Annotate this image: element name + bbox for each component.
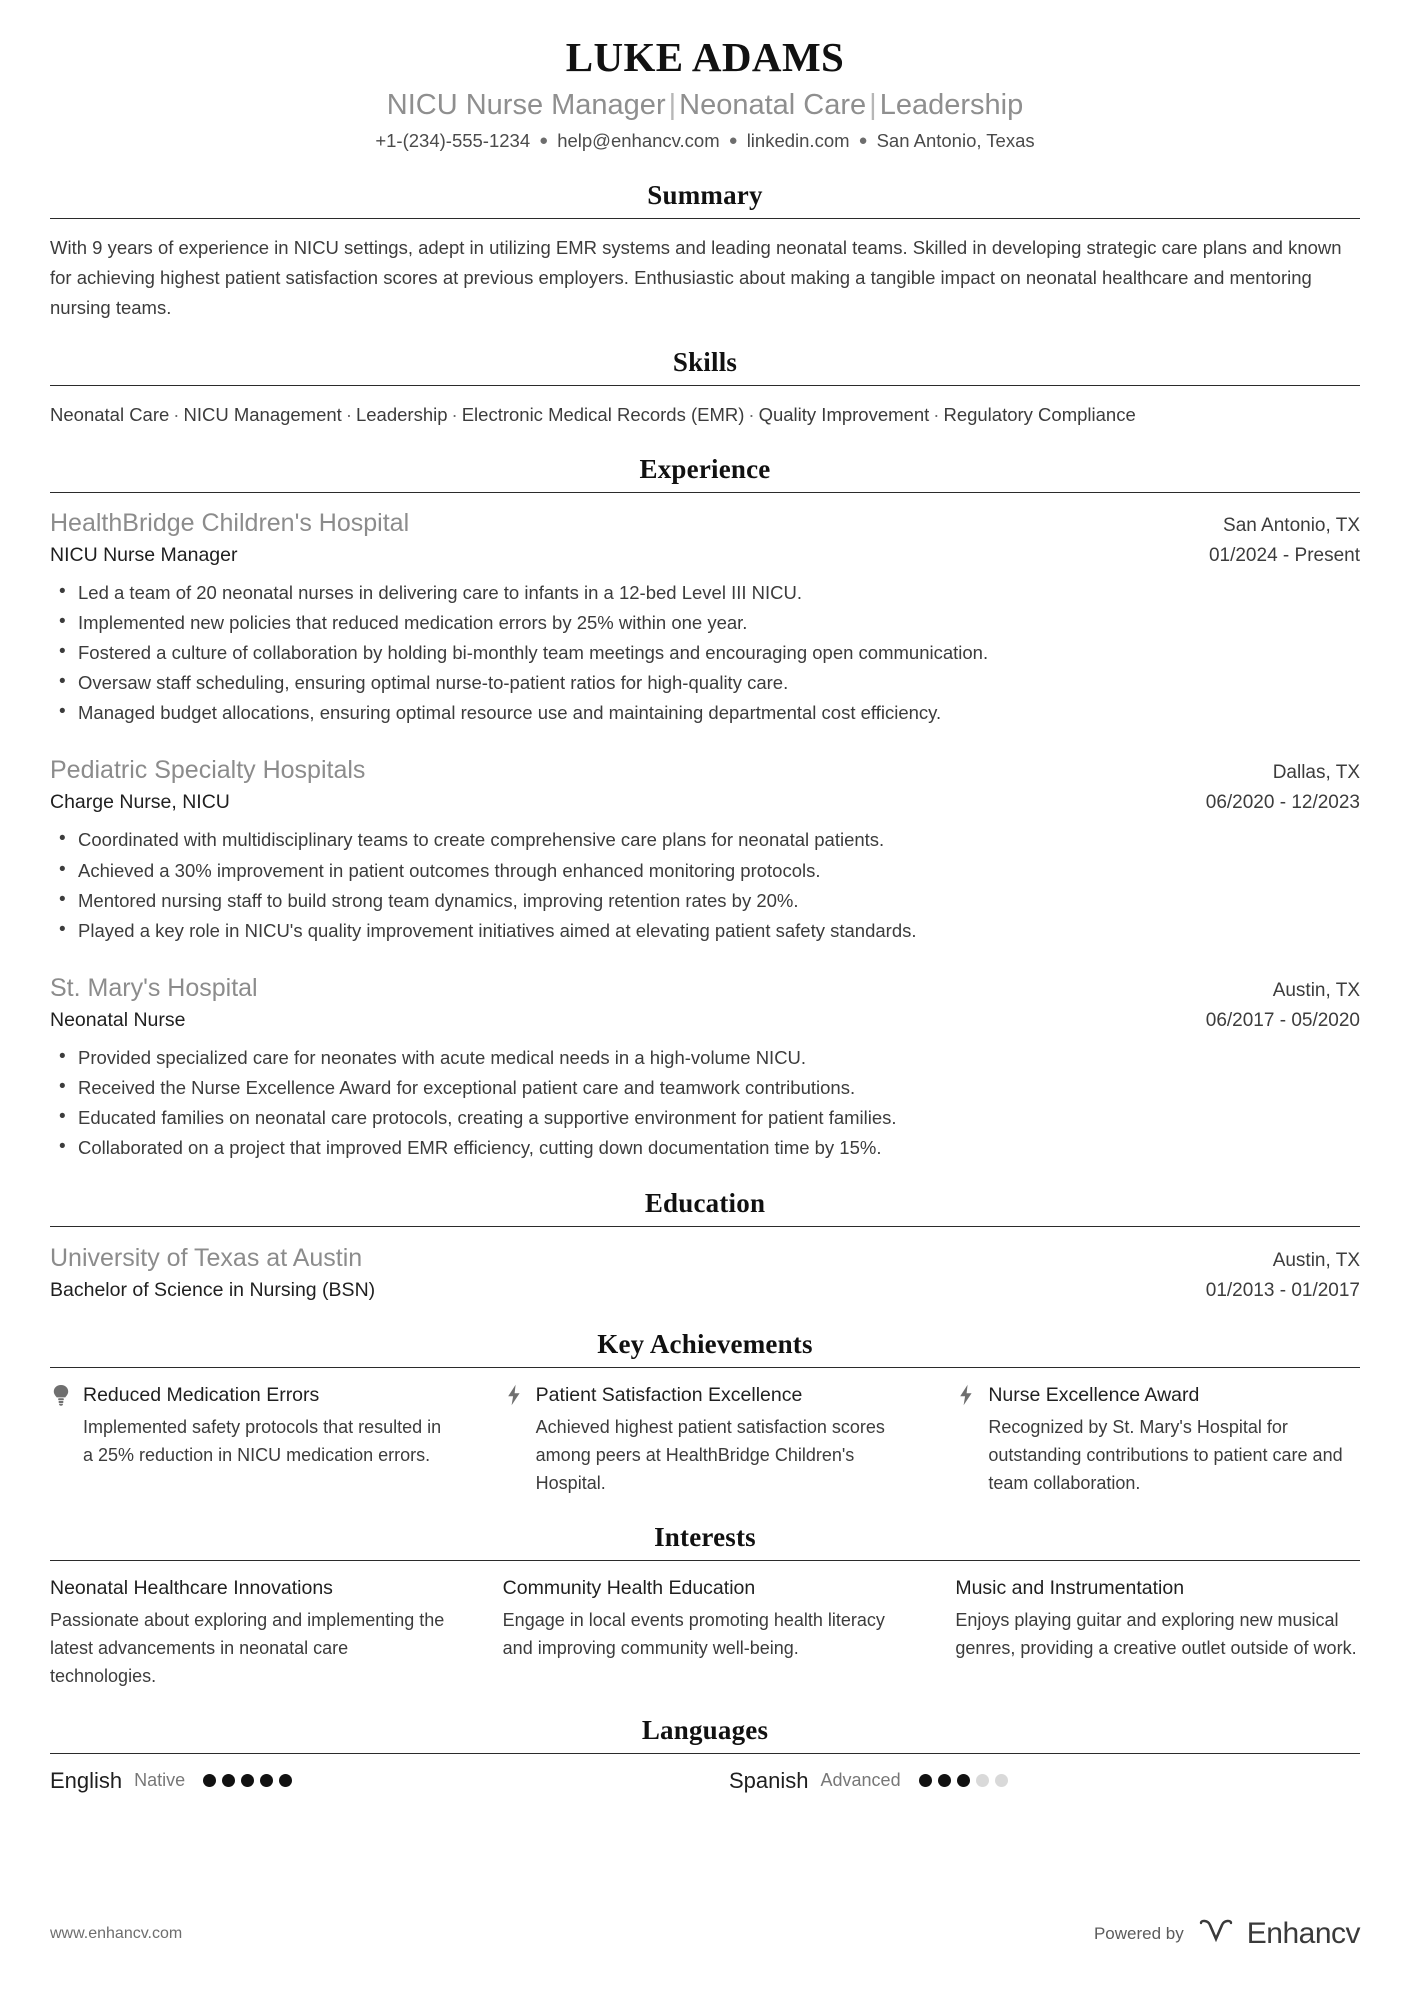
candidate-name: LUKE ADAMS [565, 34, 845, 80]
experience-entry-header [50, 507, 1360, 541]
achievement-title: Reduced Medication Errors [83, 1383, 320, 1406]
job-bullet-list [50, 578, 1360, 729]
interest-item [50, 1575, 455, 1691]
interest-description: Engage in local events promoting health literacy and improving community well-being. [502, 1610, 885, 1659]
job-title: Neonatal Nurse [50, 1008, 186, 1031]
skill-item: Leadership [355, 404, 448, 426]
job-bullet: • Received the Nurse Excellence Award for exceptional patient care and teamwork contributions. [50, 1073, 1360, 1103]
contact-item[interactable]: help@enhancv.com [557, 130, 720, 152]
job-bullet: • Played a key role in NICU's quality improvement initiatives aimed at elevating patient safety standards. [50, 916, 1360, 946]
proficiency-dot [919, 1774, 932, 1787]
section-summary [50, 180, 1360, 323]
resume-header [50, 34, 1360, 154]
headline-part: Leadership [879, 89, 1024, 122]
school-name: University of Texas at Austin [50, 1243, 363, 1272]
skill-item: NICU Management [183, 404, 342, 426]
section-title-summary: Summary [647, 180, 763, 211]
candidate-headline [50, 87, 1360, 123]
language-name: English [50, 1767, 123, 1793]
section-title-education: Education [644, 1187, 766, 1218]
job-bullet: • Oversaw staff scheduling, ensuring optimal nurse-to-patient ratios for high-quality care. [50, 668, 1360, 698]
job-bullet: • Managed budget allocations, ensuring optimal resource use and maintaining departmental cost efficiency. [50, 698, 1360, 728]
job-bullet: • Collaborated on a project that improved EMR efficiency, cutting down documentation time by 15%. [50, 1133, 1360, 1163]
language-level: Advanced [820, 1770, 901, 1791]
headline-part: Neonatal Care [679, 89, 867, 122]
proficiency-dot [995, 1774, 1008, 1787]
achievement-description: Implemented safety protocols that resulted in a 25% reduction in NICU medication errors. [83, 1417, 442, 1466]
achievement-description: Achieved highest patient satisfaction scores among peers at HealthBridge Children's Hospital. [535, 1417, 885, 1493]
section-divider [50, 1226, 1360, 1227]
achievement-header [503, 1382, 908, 1408]
section-title-experience: Experience [639, 453, 771, 484]
section-divider [50, 492, 1360, 493]
interest-title: Music and Instrumentation [955, 1576, 1185, 1599]
employer-location: Dallas, TX [1272, 762, 1360, 784]
achievement-item [50, 1382, 455, 1498]
lightbulb-icon [50, 1383, 72, 1407]
achievement-header [50, 1382, 455, 1408]
experience-entry [50, 507, 1360, 729]
summary-text: With 9 years of experience in NICU settings, adept in utilizing EMR systems and leading neonatal teams. Skilled in developing strategic care plans and known for achieving highest patient satisfaction scores at previous employers. Enthusiastic about making a tangible impact on neonatal healthcare and mentoring nursing teams. [50, 237, 1342, 319]
achievement-item [503, 1382, 908, 1498]
achievement-title: Nurse Excellence Award [988, 1383, 1200, 1406]
footer-branding [1094, 1917, 1360, 1951]
job-dates: 01/2024 - Present [1208, 544, 1360, 566]
proficiency-dot [938, 1774, 951, 1787]
lightning-bolt-icon [955, 1383, 977, 1407]
proficiency-dot [222, 1774, 235, 1787]
contact-separator-icon: ● [728, 132, 738, 150]
skill-item: Neonatal Care [50, 404, 170, 426]
job-bullet: • Provided specialized care for neonates with acute medical needs in a high-volume NICU. [50, 1043, 1360, 1073]
section-languages [50, 1715, 1360, 1794]
interests-grid [50, 1575, 1360, 1691]
degree-dates: 01/2013 - 01/2017 [1205, 1279, 1360, 1301]
language-item [729, 1768, 1360, 1794]
achievement-item [955, 1382, 1360, 1498]
proficiency-dot [976, 1774, 989, 1787]
powered-by-label: Powered by [1093, 1924, 1184, 1943]
job-bullet: • Led a team of 20 neonatal nurses in delivering care to infants in a 12-bed Level III NICU. [50, 578, 1360, 608]
language-item [50, 1768, 681, 1794]
job-title: Charge Nurse, NICU [50, 791, 230, 814]
language-proficiency-dots [203, 1774, 292, 1787]
interest-description: Passionate about exploring and implementing the latest advancements in neonatal care technologies. [50, 1610, 445, 1686]
interest-title: Neonatal Healthcare Innovations [50, 1576, 333, 1599]
achievement-title: Patient Satisfaction Excellence [535, 1383, 803, 1406]
education-entry [50, 1241, 1360, 1305]
enhancv-mark-icon [1198, 1919, 1238, 1950]
skill-separator: · [748, 404, 755, 426]
job-bullet: • Educated families on neonatal care protocols, creating a supportive environment for patient families. [50, 1103, 1360, 1133]
interest-item [503, 1575, 908, 1691]
contact-separator-icon: ● [539, 132, 549, 150]
proficiency-dot [203, 1774, 216, 1787]
skill-separator: · [173, 404, 180, 426]
experience-entry-subheader [50, 541, 1360, 570]
language-proficiency-dots [919, 1774, 1008, 1787]
proficiency-dot [260, 1774, 273, 1787]
achievements-grid [50, 1382, 1360, 1498]
skill-item: Electronic Medical Records (EMR) [461, 404, 745, 426]
job-dates: 06/2017 - 05/2020 [1205, 1009, 1360, 1031]
skill-separator: · [933, 404, 940, 426]
job-bullet: • Fostered a culture of collaboration by holding bi-monthly team meetings and encouraging open communication. [50, 638, 1360, 668]
skill-item: Regulatory Compliance [943, 404, 1136, 426]
lightning-bolt-icon [503, 1383, 525, 1407]
interest-title: Community Health Education [502, 1576, 756, 1599]
enhancv-wordmark: Enhancv [1246, 1917, 1360, 1950]
section-education [50, 1188, 1360, 1305]
section-key-achievements [50, 1329, 1360, 1498]
experience-entry-header [50, 972, 1360, 1006]
enhancv-logo [1198, 1917, 1360, 1951]
experience-entry-header [50, 754, 1360, 788]
skills-list [50, 400, 1360, 430]
section-title-key-achievements: Key Achievements [597, 1328, 813, 1359]
degree-name: Bachelor of Science in Nursing (BSN) [50, 1278, 376, 1301]
headline-separator: | [668, 89, 677, 122]
job-bullet-list [50, 825, 1360, 946]
skill-separator: · [345, 404, 352, 426]
education-list [50, 1241, 1360, 1305]
experience-entry-subheader [50, 1006, 1360, 1035]
footer-url[interactable]: www.enhancv.com [50, 1925, 183, 1942]
contact-item[interactable]: +1-(234)-555-1234 [375, 130, 531, 152]
experience-list [50, 507, 1360, 1164]
education-entry-subheader [50, 1276, 1360, 1305]
skill-item: Quality Improvement [758, 404, 930, 426]
education-entry-header [50, 1241, 1360, 1276]
job-bullet: • Coordinated with multidisciplinary teams to create comprehensive care plans for neonatal patients. [50, 825, 1360, 855]
section-divider [50, 385, 1360, 386]
section-divider [50, 1753, 1360, 1754]
employer-location: San Antonio, TX [1223, 514, 1360, 536]
employer-name: HealthBridge Children's Hospital [50, 508, 410, 537]
section-title-languages: Languages [641, 1714, 769, 1745]
job-bullet: • Achieved a 30% improvement in patient outcomes through enhanced monitoring protocols. [50, 856, 1360, 886]
job-title: NICU Nurse Manager [50, 543, 238, 566]
section-skills [50, 347, 1360, 430]
interest-description: Enjoys playing guitar and exploring new musical genres, providing a creative outlet outside of work. [955, 1610, 1357, 1659]
job-dates: 06/2020 - 12/2023 [1205, 792, 1360, 814]
section-interests [50, 1522, 1360, 1691]
proficiency-dot [241, 1774, 254, 1787]
experience-entry-subheader [50, 788, 1360, 817]
contact-item[interactable]: San Antonio, Texas [876, 130, 1035, 152]
employer-name: Pediatric Specialty Hospitals [50, 756, 366, 785]
section-title-skills: Skills [672, 347, 738, 378]
achievement-description: Recognized by St. Mary's Hospital for outstanding contributions to patient care and team collaboration. [988, 1417, 1343, 1493]
job-bullet-list [50, 1043, 1360, 1164]
headline-separator: | [869, 89, 877, 122]
school-location: Austin, TX [1272, 1249, 1360, 1271]
skill-separator: · [451, 404, 458, 426]
headline-part: NICU Nurse Manager [386, 89, 666, 122]
interest-item [955, 1575, 1360, 1691]
section-experience [50, 454, 1360, 1164]
contact-line [50, 128, 1360, 154]
proficiency-dot [957, 1774, 970, 1787]
contact-item[interactable]: linkedin.com [746, 130, 850, 152]
employer-location: Austin, TX [1272, 980, 1360, 1002]
language-level: Native [134, 1770, 186, 1791]
job-bullet: • Mentored nursing staff to build strong team dynamics, improving retention rates by 20%. [50, 886, 1360, 916]
section-divider [50, 1367, 1360, 1368]
section-divider [50, 1560, 1360, 1561]
page-footer [50, 1917, 1360, 1951]
experience-entry [50, 754, 1360, 946]
contact-separator-icon: ● [858, 132, 868, 150]
languages-list [50, 1768, 1360, 1794]
language-name: Spanish [729, 1767, 809, 1793]
job-bullet: • Implemented new policies that reduced medication errors by 25% within one year. [50, 608, 1360, 638]
proficiency-dot [279, 1774, 292, 1787]
experience-entry [50, 972, 1360, 1164]
section-divider [50, 218, 1360, 219]
achievement-header [955, 1382, 1360, 1408]
employer-name: St. Mary's Hospital [50, 974, 258, 1003]
section-title-interests: Interests [654, 1521, 756, 1552]
